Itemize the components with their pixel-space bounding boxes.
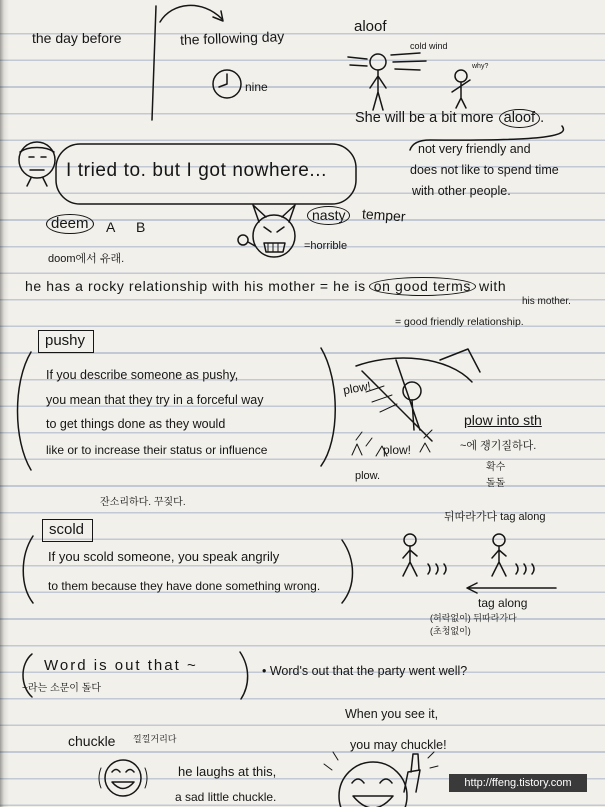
clock-caption: nine xyxy=(245,80,268,94)
nasty-word: nasty xyxy=(307,206,350,225)
chuckle-caption-line: When you see it, xyxy=(345,707,439,721)
scold-definition-line: to them because they have done something wrong. xyxy=(48,579,321,593)
good-terms-sentence-start: he has a rocky relationship with his mother = he is xyxy=(25,278,366,294)
chuckle-word: chuckle xyxy=(68,733,116,749)
aloof-definition-line: with other people. xyxy=(412,184,511,198)
laughing-face-icon xyxy=(324,752,407,807)
pushy-definition-line: If you describe someone as pushy, xyxy=(46,368,239,382)
why-label: why? xyxy=(472,63,489,70)
left-arrow-icon xyxy=(467,583,556,593)
tag-along-meaning: (허락없이) 뒤따라가다 xyxy=(430,613,517,623)
wind-lines-drawing xyxy=(348,53,426,70)
walking-figure-drawing xyxy=(403,534,417,576)
plow-into-phrase: plow into sth xyxy=(464,412,542,428)
speech-bubble-quote: I tried to. but I got nowhere... xyxy=(66,160,328,181)
good-terms-continuation: his mother. xyxy=(522,296,571,307)
deem-origin-note: doom에서 유래. xyxy=(48,253,125,265)
deem-a-label: A xyxy=(106,219,116,235)
pushy-definition-line: to get things done as they would xyxy=(46,417,226,431)
pushy-word: pushy xyxy=(38,330,94,353)
word-out-korean: ~라는 소문이 돌다 xyxy=(22,683,102,694)
motion-marks-drawing xyxy=(428,564,534,574)
aloof-heading: aloof xyxy=(354,18,387,35)
day-before-text: the day before xyxy=(32,30,122,46)
chuckle-example-line: a sad little chuckle. xyxy=(175,790,277,804)
plow-sound: plow. xyxy=(355,470,381,482)
word-out-phrase: Word is out that ~ xyxy=(44,657,198,674)
watermark-url: http://ffeng.tistory.com xyxy=(449,774,587,792)
tag-along-heading: 뒤따라가다 tag along xyxy=(444,511,546,523)
temper-word: temper xyxy=(361,205,407,225)
tag-along-meaning: (초청없이) xyxy=(430,626,471,636)
cold-wind-label: cold wind xyxy=(410,41,448,51)
aloof-definition-line: does not like to spend time xyxy=(410,163,559,177)
plow-into-korean: ~에 쟁기질하다. xyxy=(460,440,537,452)
plow-sound: plow! xyxy=(341,378,372,398)
plow-sound: plow! xyxy=(383,443,412,457)
deem-word: deem xyxy=(46,214,94,234)
pushy-definition-line: like or to increase their status or influence xyxy=(46,443,268,457)
pushy-definition-line: you mean that they try in a forceful way xyxy=(46,393,264,407)
nasty-meaning: =horrible xyxy=(304,240,348,252)
aloof-circled-word: aloof xyxy=(499,109,540,128)
aloof-sentence-end: . xyxy=(540,110,545,126)
word-out-example: • Word's out that the party went well? xyxy=(262,664,468,678)
tag-along-arrow-label: tag along xyxy=(478,596,528,610)
devil-face-icon xyxy=(238,205,295,257)
pointing-hand-icon xyxy=(404,752,438,792)
aloof-sentence-start: She will be a bit more xyxy=(355,110,494,126)
good-terms-sentence xyxy=(25,277,506,296)
aloof-example-sentence xyxy=(355,109,544,128)
plow-note: 확수 xyxy=(486,462,506,473)
good-terms-meaning: = good friendly relationship. xyxy=(395,316,524,328)
curved-arrow-icon xyxy=(160,5,223,22)
good-terms-circled: on good terms xyxy=(369,277,476,296)
chuckle-face-icon xyxy=(99,760,147,796)
small-stick-figure-drawing xyxy=(452,70,470,108)
aloof-definition-line: not very friendly and xyxy=(418,142,531,156)
chuckle-korean: 낄낄거리다 xyxy=(133,734,177,744)
clock-icon xyxy=(213,70,241,98)
scold-definition-line: If you scold someone, you speak angrily xyxy=(48,549,280,564)
plow-note: 돌돌 xyxy=(486,478,506,489)
follower-figure-drawing xyxy=(492,534,506,576)
chuckle-caption-line: you may chuckle! xyxy=(350,738,447,752)
scold-korean: 잔소리하다. 꾸짖다. xyxy=(100,497,186,508)
deem-b-label: B xyxy=(136,219,146,235)
scold-word: scold xyxy=(42,519,93,542)
good-terms-sentence-end: with xyxy=(479,278,507,294)
following-day-text: the following day xyxy=(179,28,285,48)
divider-line xyxy=(152,6,156,120)
frowning-face-icon xyxy=(19,142,55,186)
stick-figure-drawing xyxy=(370,54,386,110)
chuckle-example-line: he laughs at this, xyxy=(178,764,277,779)
